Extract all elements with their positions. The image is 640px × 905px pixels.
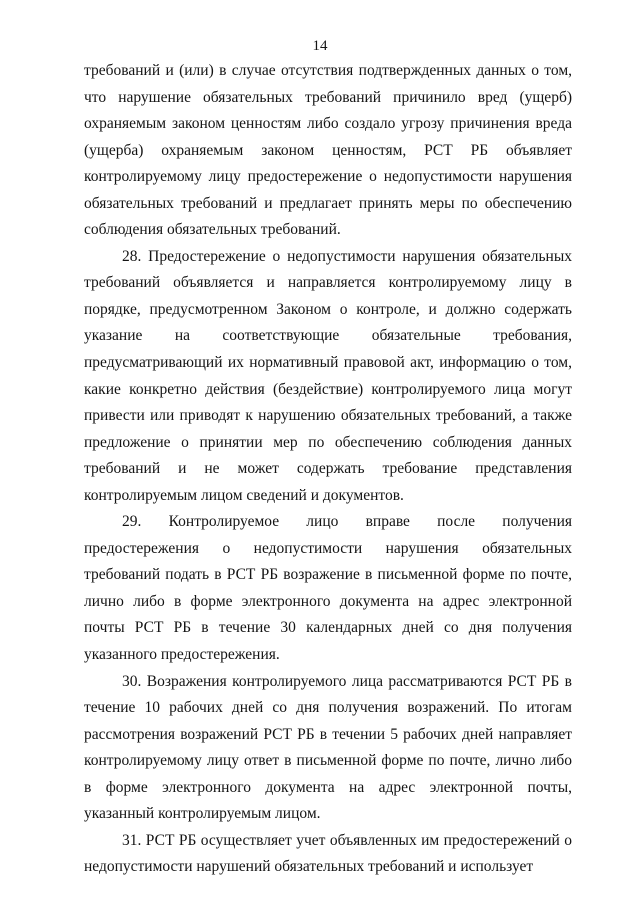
document-body (84, 58, 572, 881)
paragraph-30: 30. Возражения контролируемого лица рассматриваются РСТ РБ в течение 10 рабочих дней со дня получения возражений. По итогам рассмотрения возражений РСТ РБ в течении 5 рабочих дней направляет контролируемому лицу ответ в письменной форме по почте, лично либо в форме электронного документа на адрес электронной почты, указанный контролируемым лицом. (84, 672, 572, 823)
paragraph-continuation: требований и (или) в случае отсутствия подтвержденных данных о том, что нарушение обязательных требований причинило вред (ущерб) охраняемым законом ценностям либо создало угрозу причинения вреда (ущерба) охраняемым законом ценностям, РСТ РБ объявляет контролируемому лицу предостережение о недопустимости нарушения обязательных требований и предлагает принять меры по обеспечению соблюдения обязательных требований. (84, 62, 572, 239)
page-number: 14 (312, 38, 328, 54)
paragraph-31: 31. РСТ РБ осуществляет учет объявленных им предостережений о недопустимости нарушений обязательных требований и использует (84, 831, 572, 876)
paragraph-28: 28. Предостережение о недопустимости нарушения обязательных требований объявляется и направляется контролируемому лицу в порядке, предусмотренном Законом о контроле, и должно содержать указание на соответствующие обязательные требования, предусматривающий их нормативный правовой акт, информацию о том, какие конкретно действия (бездействие) контролируемого лица могут привести или приводят к нарушению обязательных требований, а также предложение о принятии мер по обеспечению соблюдения данных требований и не может содержать требование представления контролируемым лицом сведений и документов. (84, 247, 572, 504)
paragraph-29: 29. Контролируемое лицо вправе после получения предостережения о недопустимости нарушения обязательных требований подать в РСТ РБ возражение в письменной форме по почте, лично либо в форме электронного документа на адрес электронной почты РСТ РБ в течение 30 календарных дней со дня получения указанного предостережения. (84, 513, 572, 664)
